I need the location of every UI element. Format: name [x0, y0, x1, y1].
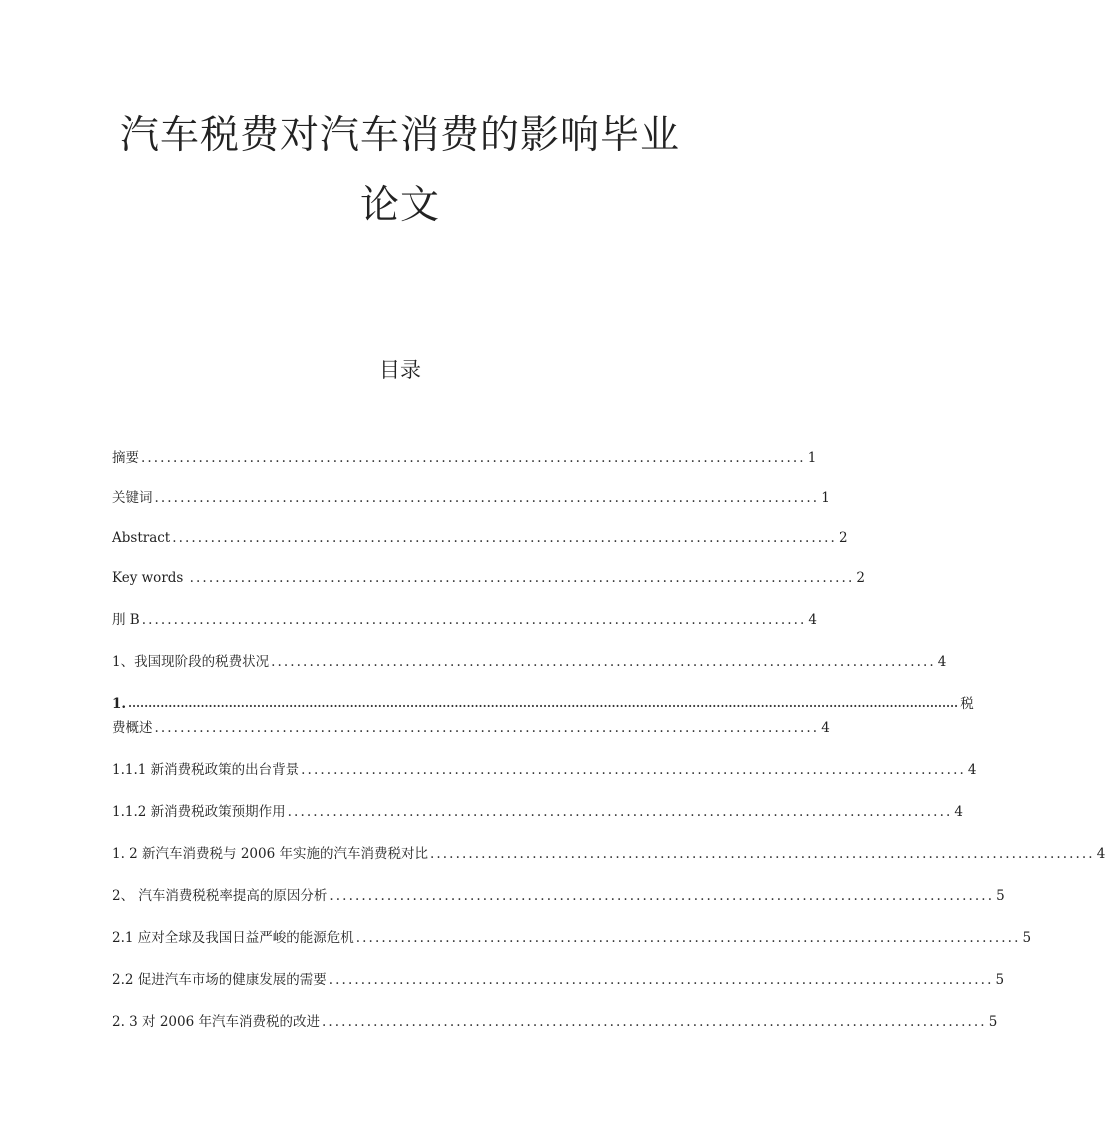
- toc-entry[interactable]: [112, 650, 947, 672]
- toc-leader-dots: ........................................................................................................: [154, 720, 820, 736]
- toc-entry-page: 2: [838, 530, 848, 546]
- toc-entry-label: 2、 汽车消费税税率提高的原因分析: [112, 888, 328, 904]
- document-title-line-2: 论文: [359, 183, 440, 228]
- toc-leader-dots: ........................................................................................................: [287, 804, 953, 820]
- toc-entry-page: 5: [1022, 930, 1032, 946]
- toc-entry-page: 5: [996, 888, 1005, 904]
- toc-entry-label: 2.2 促进汽车市场的健康发展的需要: [112, 972, 327, 988]
- toc-entry[interactable]: [112, 526, 848, 548]
- toc-entry-label: 1.: [112, 696, 127, 712]
- toc-entry-page: 4: [967, 762, 977, 778]
- toc-entry-label: 1.1.2 新消费税政策预期作用: [112, 804, 286, 820]
- toc-entry[interactable]: [112, 968, 1005, 990]
- toc-leader-dots: ........................................................................................................: [141, 450, 806, 466]
- toc-entry-label: 摘要: [112, 450, 139, 466]
- toc-entry-label: 2.1 应对全球及我国日益严峻的能源危机: [112, 930, 354, 946]
- toc-leader-dots: ........................................................................................................: [301, 762, 966, 778]
- toc-entry-page: 1: [807, 450, 817, 466]
- toc-entry-page: 4: [954, 804, 963, 820]
- toc-entry[interactable]: [112, 716, 830, 738]
- toc-leader-dots: ........................................................................................................: [322, 1014, 987, 1030]
- toc-entry[interactable]: [112, 758, 977, 780]
- toc-leader-dots: ........................................................................................................: [430, 846, 1095, 862]
- toc-entry-page: 4: [1096, 846, 1105, 862]
- toc-entry[interactable]: [112, 800, 963, 822]
- toc-entry[interactable]: [112, 842, 1105, 864]
- toc-entry-page: 5: [988, 1014, 998, 1030]
- toc-leader-dots: ........................................................................................................: [154, 490, 820, 506]
- toc-entry-label: 1、我国现阶段的税费状况: [112, 654, 270, 670]
- toc-entry[interactable]: [112, 608, 818, 630]
- toc-entry-page: 2: [856, 570, 865, 586]
- toc-entry[interactable]: [112, 1010, 998, 1032]
- toc-entry-label: Key words: [112, 570, 188, 586]
- toc-entry[interactable]: [112, 486, 830, 508]
- toc-heading: 目录: [379, 358, 421, 382]
- toc-entry-label: 关键词: [112, 490, 153, 506]
- toc-leader-dots: ........................................................................................................: [141, 612, 807, 628]
- toc-leader-dots: ........................................................................................................: [328, 972, 994, 988]
- document-title-line-1: 汽车税费对汽车消费的影响毕业: [119, 113, 680, 158]
- toc-entry-page: 4: [937, 654, 947, 670]
- toc-entry[interactable]: [112, 566, 865, 588]
- toc-entry-label: 1.1.1 新消费税政策的出台背景: [112, 762, 300, 778]
- toc-entry-page: 1: [821, 490, 830, 506]
- toc-entry-page: 税: [960, 696, 974, 712]
- toc-entry[interactable]: [112, 884, 1005, 906]
- toc-entry-label: Abstract: [112, 530, 171, 546]
- toc-leader-dots: ........................................................................................................: [355, 930, 1021, 946]
- toc-entry-label: 1. 2 新汽车消费税与 2006 年实施的汽车消费税对比: [112, 846, 428, 862]
- toc-leader-dots: ........................................................................................................: [189, 570, 855, 586]
- toc-entry-label: 刖 B: [112, 612, 140, 628]
- toc-leader-dots: ........................................................................................................: [271, 654, 936, 670]
- toc-entry-page: 4: [808, 612, 818, 628]
- toc-entry-label: 费概述: [112, 720, 153, 736]
- toc-leader-dots: ..............................................................................................................................................................................................................: [128, 697, 959, 710]
- toc-entry[interactable]: [112, 926, 1032, 948]
- toc-entry-page: 4: [821, 720, 830, 736]
- toc-entry[interactable]: [112, 446, 817, 468]
- toc-leader-dots: ........................................................................................................: [329, 888, 995, 904]
- toc-entry[interactable]: [112, 692, 974, 714]
- toc-entry-page: 5: [995, 972, 1005, 988]
- toc-entry-label: 2. 3 对 2006 年汽车消费税的改进: [112, 1014, 320, 1030]
- toc-leader-dots: ........................................................................................................: [172, 530, 837, 546]
